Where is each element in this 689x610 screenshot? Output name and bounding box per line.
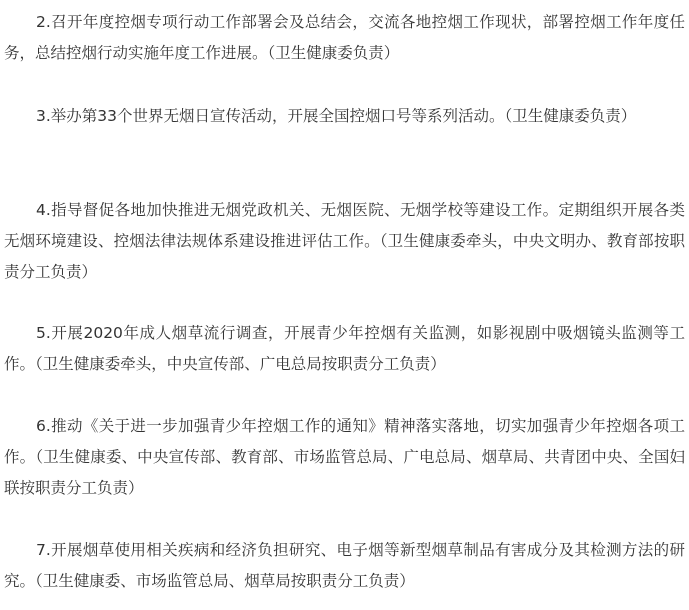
paragraph-item-4: 4.指导督促各地加快推进无烟党政机关、无烟医院、无烟学校等建设工作。定期组织开展各类无烟环境建设、控烟法律法规体系建设推进评估工作。（卫生健康委牵头，中央文明办、教育部按职责分工负责）	[4, 201, 685, 281]
paragraph-item-2: 2.召开年度控烟专项行动工作部署会及总结会，交流各地控烟工作现状，部署控烟工作年度任务，总结控烟行动实施年度工作进展。（卫生健康委负责）	[4, 13, 685, 62]
paragraph-item-3: 3.举办第33个世界无烟日宣传活动，开展全国控烟口号等系列活动。（卫生健康委负责）	[36, 107, 637, 125]
paragraph-item-6: 6.推动《关于进一步加强青少年控烟工作的通知》精神落实落地，切实加强青少年控烟各项工作。（卫生健康委、中央宣传部、教育部、市场监管总局、广电总局、烟草局、共青团中央、全国妇联按职责分工负责）	[4, 417, 685, 497]
paragraph-item-5: 5.开展2020年成人烟草流行调查，开展青少年控烟有关监测，如影视剧中吸烟镜头监测等工作。（卫生健康委牵头，中央宣传部、广电总局按职责分工负责）	[4, 324, 685, 373]
paragraph-item-7: 7.开展烟草使用相关疾病和经济负担研究、电子烟等新型烟草制品有害成分及其检测方法的研究。（卫生健康委、市场监管总局、烟草局按职责分工负责）	[4, 541, 685, 590]
